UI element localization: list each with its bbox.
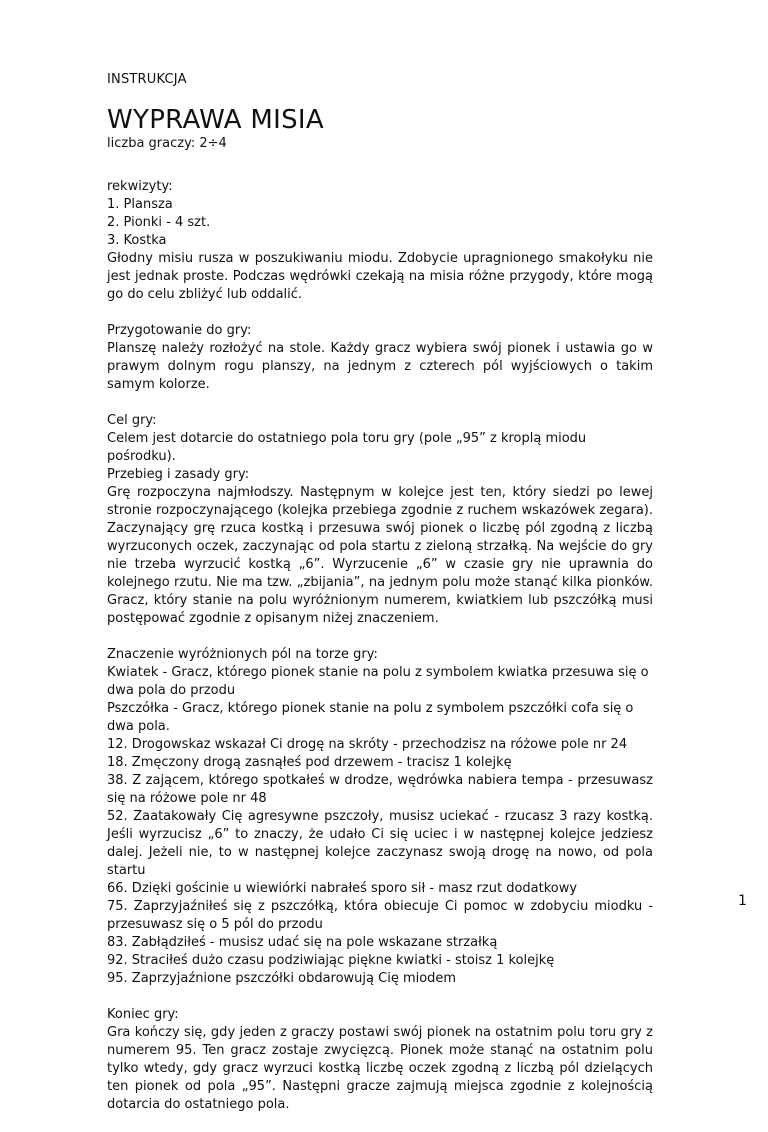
- end-heading: Koniec gry:: [107, 1007, 179, 1022]
- special-field-item: 52. Zaatakowały Cię agresywne pszczoły, musisz uciekać - rzucasz 3 razy kostką. Jeśli wyrzucisz „6” to znaczy, że udało Ci się uciec i w następnej kolejce jedziesz dalej. Jeżeli nie, to w następnej kolejce zaczynasz swoją drogę na nowo, od pola startu: [107, 809, 653, 878]
- end-text: Gra kończy się, gdy jeden z graczy postawi swój pionek na ostatnim polu toru gry z numerem 95. Ten gracz zostaje zwycięzcą. Pionek może stanąć na ostatnim polu tylko wtedy, gdy gracz wyrzuci kostką liczbę oczek zgodną z liczbą pól dzielących ten pionek od pola „95”. Następni gracze zajmują miejsca zgodnie z kolejnością dotarcia do ostatniego pola.: [107, 1025, 653, 1112]
- document-content: [107, 178, 653, 1132]
- special-field-item: 83. Zabłądziłeś - musisz udać się na pole wskazane strzałką: [107, 935, 498, 950]
- players-count: liczba graczy: 2÷4: [107, 136, 227, 151]
- special-field-item: 92. Straciłeś dużo czasu podziwiając piękne kwiatki - stoisz 1 kolejkę: [107, 953, 555, 968]
- special-field-item: Kwiatek - Gracz, którego pionek stanie na polu z symbolem kwiatka przesuwa się o dwa pola do przodu: [107, 665, 649, 698]
- preparation-text: Planszę należy rozłożyć na stole. Każdy gracz wybiera swój pionek i ustawia go w prawym dolnym rogu planszy, na jednym z czterech pól wyjściowych o takim samym kolorze.: [107, 341, 653, 392]
- document-header: INSTRUKCJA: [107, 72, 187, 87]
- page-number: 1: [738, 893, 747, 909]
- special-field-item: 12. Drogowskaz wskazał Ci drogę na skróty - przechodzisz na różowe pole nr 24: [107, 737, 628, 752]
- document-title: WYPRAWA MISIA: [107, 105, 324, 135]
- special-field-item: 66. Dzięki gościnie u wiewiórki nabrałeś sporo sił - masz rzut dodatkowy: [107, 881, 578, 896]
- end-section: [107, 1006, 653, 1114]
- special-field-item: 95. Zaprzyjaźnione pszczółki obdarowują Cię miodem: [107, 971, 457, 986]
- rules-heading: Przebieg i zasady gry:: [107, 467, 250, 482]
- goal-rules-section: [107, 412, 653, 628]
- requisite-item: 2. Pionki - 4 szt.: [107, 215, 211, 230]
- rules-text: Grę rozpoczyna najmłodszy. Następnym w kolejce jest ten, który siedzi po lewej stronie rozpoczynającego (kolejka przebiega zgodnie z ruchem wskazówek zegara). Zaczynający grę rzuca kostką i przesuwa swój pionek o liczbę pól zgodną z liczbą wyrzuconych oczek, zaczynając od pola startu z zieloną strzałką. Na wejście do gry nie trzeba wyrzucić kostką „6”. Wyrzucenie „6” w czasie gry nie uprawnia do kolejnego rzutu. Nie ma tzw. „zbijania”, na jednym polu może stanąć kilka pionków. Gracz, który stanie na polu wyróżnionym numerem, kwiatkiem lub pszczółką musi postępować zgodnie z opisanym niżej znaczeniem.: [107, 485, 653, 626]
- goal-text: Celem jest dotarcie do ostatniego pola toru gry (pole „95” z kroplą miodu pośrodku).: [107, 431, 587, 464]
- requisites-heading: rekwizyty:: [107, 179, 173, 194]
- special-fields-section: [107, 646, 653, 988]
- requisite-item: 3. Kostka: [107, 233, 167, 248]
- special-field-item: Pszczółka - Gracz, którego pionek stanie na polu z symbolem pszczółki cofa się o dwa pola.: [107, 701, 634, 734]
- preparation-section: [107, 322, 653, 394]
- goal-heading: Cel gry:: [107, 413, 157, 428]
- requisites-intro: Głodny misiu rusza w poszukiwaniu miodu. Zdobycie upragnionego smakołyku nie jest jednak proste. Podczas wędrówki czekają na misia różne przygody, które mogą go do celu zbliżyć lub oddalić.: [107, 251, 653, 302]
- special-field-item: 38. Z zającem, którego spotkałeś w drodze, wędrówka nabiera tempa - przesuwasz się na różowe pole nr 48: [107, 773, 653, 806]
- requisites-section: [107, 178, 653, 304]
- requisite-item: 1. Plansza: [107, 197, 173, 212]
- special-field-item: 18. Zmęczony drogą zasnąłeś pod drzewem - tracisz 1 kolejkę: [107, 755, 512, 770]
- preparation-heading: Przygotowanie do gry:: [107, 323, 252, 338]
- special-fields-heading: Znaczenie wyróżnionych pól na torze gry:: [107, 647, 378, 662]
- special-field-item: 75. Zaprzyjaźniłeś się z pszczółką, która obiecuje Ci pomoc w zdobyciu miodku - przesuwasz się o 5 pól do przodu: [107, 899, 653, 932]
